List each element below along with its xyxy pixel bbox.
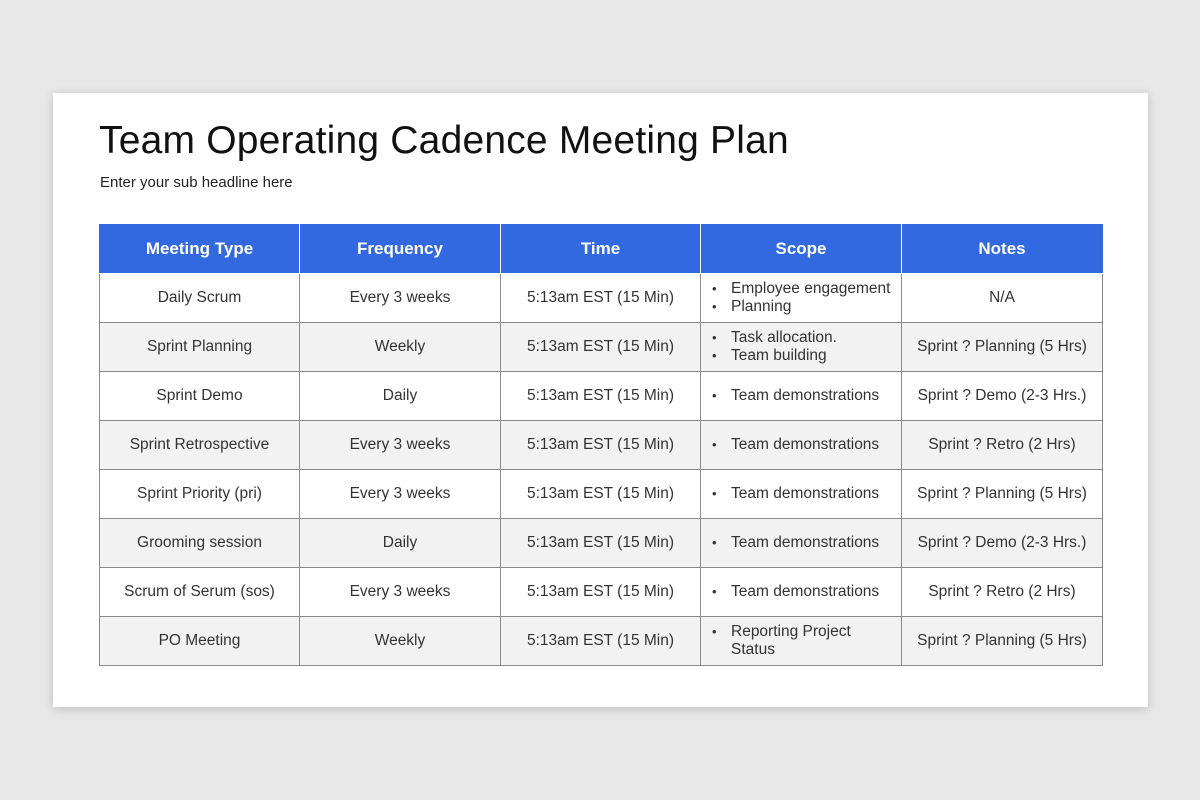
scope-list bbox=[711, 534, 895, 552]
column-header-meeting-type: Meeting Type bbox=[100, 225, 300, 274]
column-header-time: Time bbox=[501, 225, 701, 274]
cell-notes: Sprint ? Demo (2-3 Hrs.) bbox=[902, 519, 1103, 568]
cell-meeting-type: Grooming session bbox=[100, 519, 300, 568]
scope-list bbox=[711, 583, 895, 601]
cell-frequency: Every 3 weeks bbox=[300, 470, 501, 519]
cell-frequency: Weekly bbox=[300, 323, 501, 372]
cell-frequency: Every 3 weeks bbox=[300, 568, 501, 617]
table-row bbox=[100, 617, 1103, 666]
cell-scope bbox=[701, 519, 902, 568]
table-row bbox=[100, 323, 1103, 372]
column-header-frequency: Frequency bbox=[300, 225, 501, 274]
scope-list-item: • Planning bbox=[711, 298, 895, 316]
table-row bbox=[100, 372, 1103, 421]
table-row bbox=[100, 274, 1103, 323]
slide bbox=[53, 93, 1148, 707]
scope-list bbox=[711, 485, 895, 503]
column-header-notes: Notes bbox=[902, 225, 1103, 274]
cell-scope bbox=[701, 323, 902, 372]
page-title: Team Operating Cadence Meeting Plan bbox=[99, 119, 789, 162]
cell-time: 5:13am EST (15 Min) bbox=[501, 323, 701, 372]
cell-scope bbox=[701, 274, 902, 323]
scope-list-item: • Team building bbox=[711, 347, 895, 365]
cell-meeting-type: PO Meeting bbox=[100, 617, 300, 666]
cell-meeting-type: Sprint Retrospective bbox=[100, 421, 300, 470]
cell-time: 5:13am EST (15 Min) bbox=[501, 372, 701, 421]
scope-list bbox=[711, 623, 895, 659]
table-header-row bbox=[100, 225, 1103, 274]
cell-meeting-type: Daily Scrum bbox=[100, 274, 300, 323]
cell-frequency: Weekly bbox=[300, 617, 501, 666]
cell-scope bbox=[701, 421, 902, 470]
cell-frequency: Every 3 weeks bbox=[300, 274, 501, 323]
cell-time: 5:13am EST (15 Min) bbox=[501, 617, 701, 666]
table-row bbox=[100, 519, 1103, 568]
scope-list-item: • Employee engagement bbox=[711, 280, 895, 298]
scope-list bbox=[711, 387, 895, 405]
scope-list bbox=[711, 436, 895, 454]
scope-list bbox=[711, 280, 895, 316]
scope-list-item: • Team demonstrations bbox=[711, 534, 895, 552]
cell-meeting-type: Sprint Planning bbox=[100, 323, 300, 372]
cell-meeting-type: Sprint Demo bbox=[100, 372, 300, 421]
scope-list-item: • Team demonstrations bbox=[711, 436, 895, 454]
meeting-plan-table bbox=[99, 224, 1103, 666]
cell-notes: Sprint ? Planning (5 Hrs) bbox=[902, 617, 1103, 666]
table-row bbox=[100, 470, 1103, 519]
cell-time: 5:13am EST (15 Min) bbox=[501, 421, 701, 470]
scope-list-item: • Reporting Project Status bbox=[711, 623, 895, 659]
table-row bbox=[100, 421, 1103, 470]
cell-notes: Sprint ? Planning (5 Hrs) bbox=[902, 323, 1103, 372]
cell-time: 5:13am EST (15 Min) bbox=[501, 519, 701, 568]
cell-time: 5:13am EST (15 Min) bbox=[501, 274, 701, 323]
page-subtitle: Enter your sub headline here bbox=[100, 174, 293, 191]
cell-notes: Sprint ? Demo (2-3 Hrs.) bbox=[902, 372, 1103, 421]
scope-list-item: • Team demonstrations bbox=[711, 387, 895, 405]
cell-meeting-type: Sprint Priority (pri) bbox=[100, 470, 300, 519]
scope-list bbox=[711, 329, 895, 365]
scope-list-item: • Task allocation. bbox=[711, 329, 895, 347]
cell-time: 5:13am EST (15 Min) bbox=[501, 470, 701, 519]
cell-notes: Sprint ? Planning (5 Hrs) bbox=[902, 470, 1103, 519]
cell-scope bbox=[701, 470, 902, 519]
scope-list-item: • Team demonstrations bbox=[711, 583, 895, 601]
cell-notes: Sprint ? Retro (2 Hrs) bbox=[902, 568, 1103, 617]
cell-notes: N/A bbox=[902, 274, 1103, 323]
scope-list-item: • Team demonstrations bbox=[711, 485, 895, 503]
table-row bbox=[100, 568, 1103, 617]
cell-meeting-type: Scrum of Serum (sos) bbox=[100, 568, 300, 617]
cell-scope bbox=[701, 617, 902, 666]
table-body bbox=[100, 274, 1103, 666]
cell-scope bbox=[701, 568, 902, 617]
cell-frequency: Every 3 weeks bbox=[300, 421, 501, 470]
cell-scope bbox=[701, 372, 902, 421]
cell-frequency: Daily bbox=[300, 372, 501, 421]
column-header-scope: Scope bbox=[701, 225, 902, 274]
cell-notes: Sprint ? Retro (2 Hrs) bbox=[902, 421, 1103, 470]
cell-frequency: Daily bbox=[300, 519, 501, 568]
cell-time: 5:13am EST (15 Min) bbox=[501, 568, 701, 617]
